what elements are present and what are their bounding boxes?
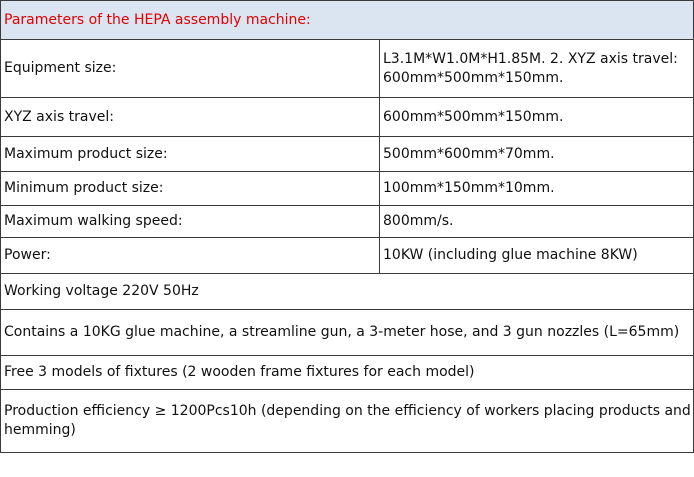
table-row — [1, 172, 694, 206]
table-row — [1, 40, 694, 98]
table-row — [1, 206, 694, 238]
row-value: 10KW (including glue machine 8KW) — [380, 238, 694, 274]
table-note-row — [1, 310, 694, 356]
table-note-row — [1, 356, 694, 390]
row-value: L3.1M*W1.0M*H1.85M. 2. XYZ axis travel: 600mm*500mm*150mm. — [380, 40, 694, 98]
note-text: Contains a 10KG glue machine, a streamline gun, a 3-meter hose, and 3 gun nozzles (L=65mm) — [1, 310, 694, 356]
note-text: Free 3 models of fixtures (2 wooden frame fixtures for each model) — [1, 356, 694, 390]
table-note-row — [1, 390, 694, 453]
row-label: Maximum product size: — [1, 137, 380, 172]
row-label: Maximum walking speed: — [1, 206, 380, 238]
table-row — [1, 238, 694, 274]
note-text: Working voltage 220V 50Hz — [1, 274, 694, 310]
table-header-row — [1, 1, 694, 40]
table-note-row — [1, 274, 694, 310]
table-row — [1, 98, 694, 137]
table-row — [1, 137, 694, 172]
row-value: 600mm*500mm*150mm. — [380, 98, 694, 137]
row-label: Minimum product size: — [1, 172, 380, 206]
row-label: Power: — [1, 238, 380, 274]
row-label: Equipment size: — [1, 40, 380, 98]
row-label: XYZ axis travel: — [1, 98, 380, 137]
row-value: 800mm/s. — [380, 206, 694, 238]
row-value: 100mm*150mm*10mm. — [380, 172, 694, 206]
row-value: 500mm*600mm*70mm. — [380, 137, 694, 172]
note-text: Production efficiency ≥ 1200Pcs10h (depending on the efficiency of workers placing products and hemming) — [1, 390, 694, 453]
table-title: Parameters of the HEPA assembly machine: — [1, 1, 694, 40]
